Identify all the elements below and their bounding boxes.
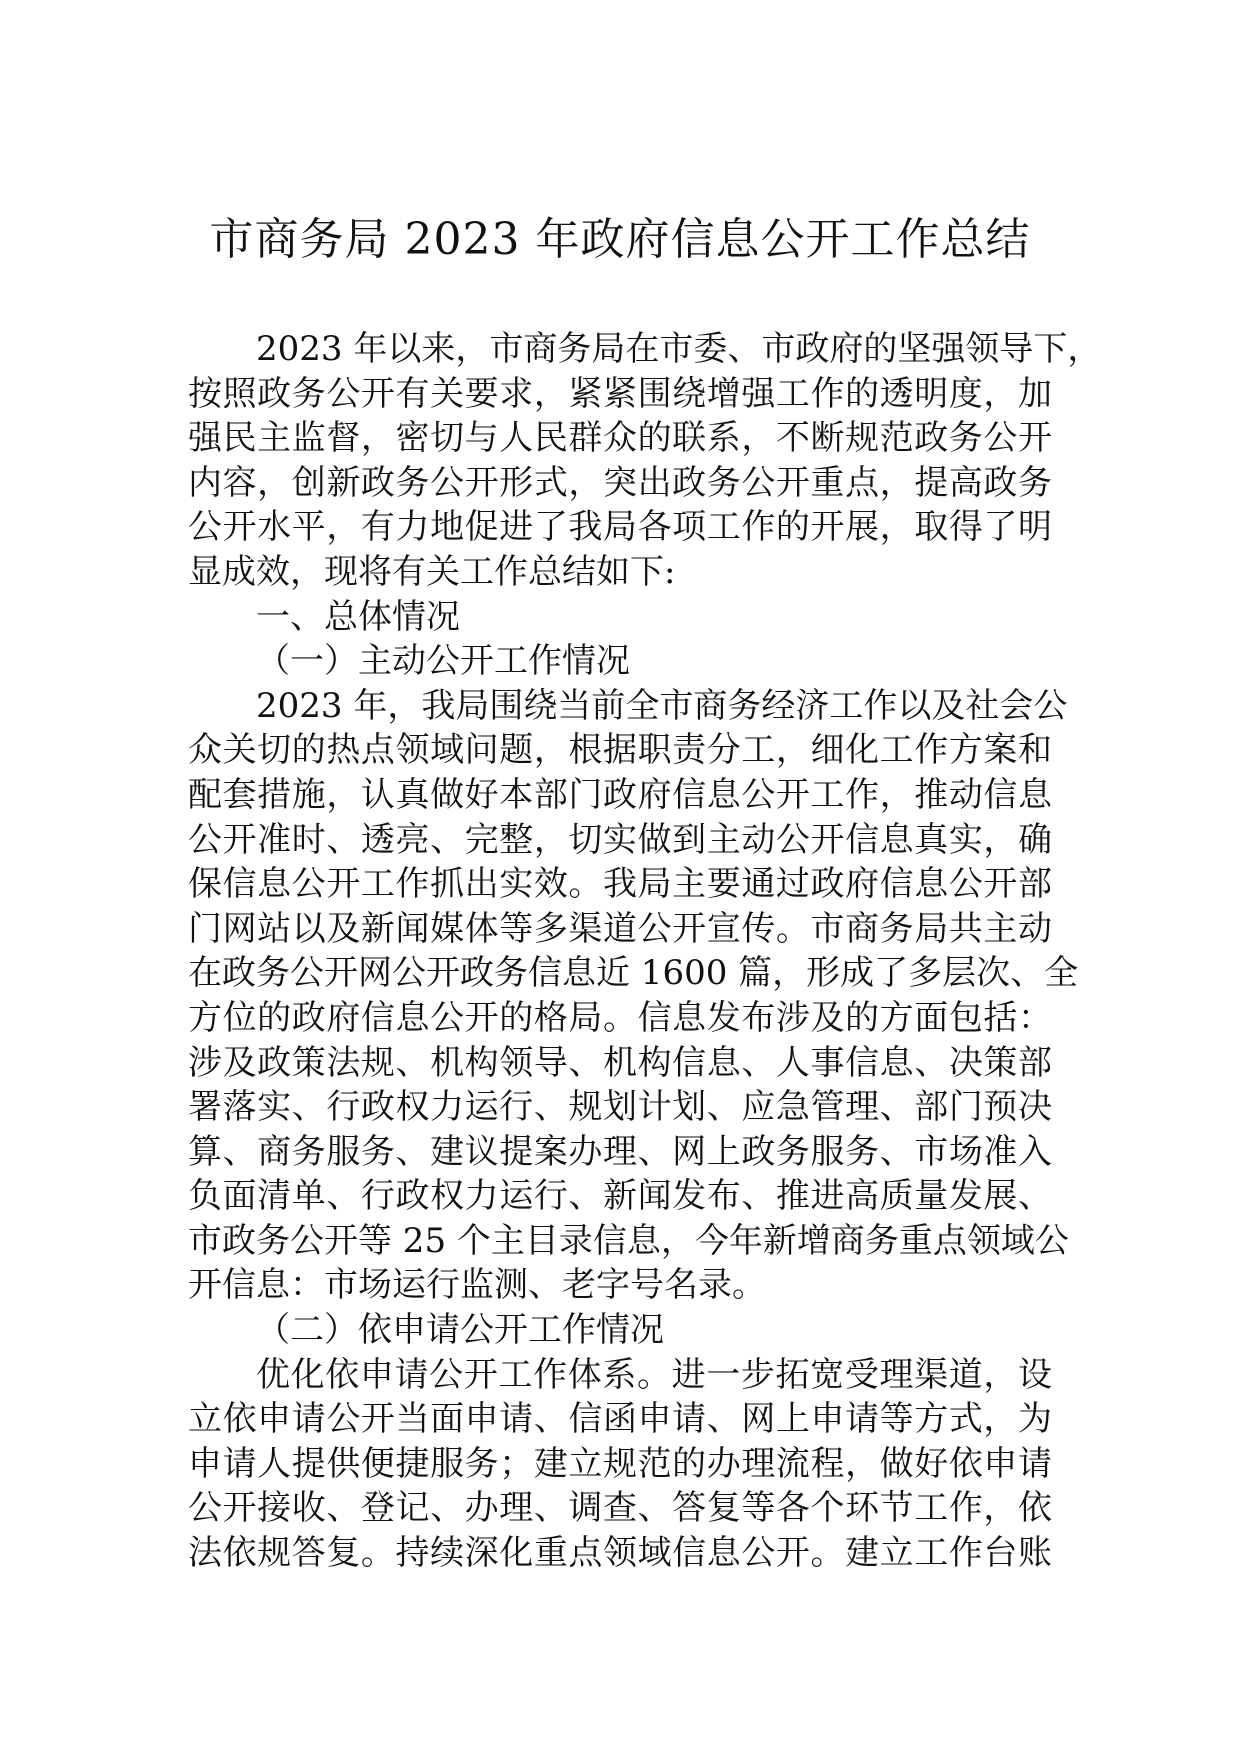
text-line: 优化依申请公开工作体系。进一步拓宽受理渠道，设 [256, 1354, 1052, 1395]
text-line: 按照政务公开有关要求，紧紧围绕增强工作的透明度，加 [188, 373, 1052, 414]
text-line: 内容，创新政务公开形式，突出政务公开重点，提高政务 [188, 462, 1052, 503]
text-line: 显成效，现将有关工作总结如下: [188, 551, 676, 592]
text-line: 门网站以及新闻媒体等多渠道公开宣传。市商务局共主动 [188, 908, 1052, 949]
document-title: 市商务局 2023 年政府信息公开工作总结 [209, 214, 1031, 265]
text-line: 保信息公开工作抓出实效。我局主要通过政府信息公开部 [188, 864, 1052, 905]
text-line: 2023 年，我局围绕当前全市商务经济工作以及社会公 [256, 685, 1068, 726]
text-line: 法依规答复。持续深化重点领域信息公开。建立工作台账 [188, 1533, 1052, 1574]
text-line: 2023 年以来，市商务局在市委、市政府的坚强领导下， [256, 329, 1102, 369]
text-line: 公开水平，有力地促进了我局各项工作的开展，取得了明 [188, 507, 1052, 548]
text-line: 市政务公开等 25 个主目录信息，今年新增商务重点领域公 [188, 1220, 1069, 1261]
text-line: 公开准时、透亮、完整，切实做到主动公开信息真实，确 [188, 819, 1052, 860]
text-line: 众关切的热点领域问题，根据职责分工，细化工作方案和 [188, 730, 1052, 771]
text-line: 一、总体情况 [256, 596, 460, 637]
text-line: 算、商务服务、建议提案办理、网上政务服务、市场准入 [188, 1131, 1052, 1172]
text-line: 负面清单、行政权力运行、新闻发布、推进高质量发展、 [188, 1176, 1052, 1217]
text-line: 方位的政府信息公开的格局。信息发布涉及的方面包括： [188, 997, 1052, 1038]
text-line: （一）主动公开工作情况 [256, 641, 630, 682]
text-line: 涉及政策法规、机构领导、机构信息、人事信息、决策部 [188, 1042, 1052, 1083]
text-line: 在政务公开网公开政务信息近 1600 篇，形成了多层次、全 [188, 953, 1079, 994]
document-body [188, 327, 1102, 1576]
text-line: 公开接收、登记、办理、调查、答复等各个环节工作，依 [188, 1488, 1052, 1529]
text-line: 申请人提供便捷服务；建立规范的办理流程，做好依申请 [188, 1443, 1052, 1484]
text-line: 强民主监督，密切与人民群众的联系，不断规范政务公开 [188, 418, 1052, 459]
text-line: 署落实、行政权力运行、规划计划、应急管理、部门预决 [188, 1087, 1052, 1128]
text-line: 立依申请公开当面申请、信函申请、网上申请等方式，为 [188, 1399, 1052, 1440]
text-line: 配套措施，认真做好本部门政府信息公开工作，推动信息 [188, 774, 1052, 815]
text-line: 开信息：市场运行监测、老字号名录。 [188, 1265, 766, 1306]
text-line: （二）依申请公开工作情况 [256, 1310, 664, 1351]
